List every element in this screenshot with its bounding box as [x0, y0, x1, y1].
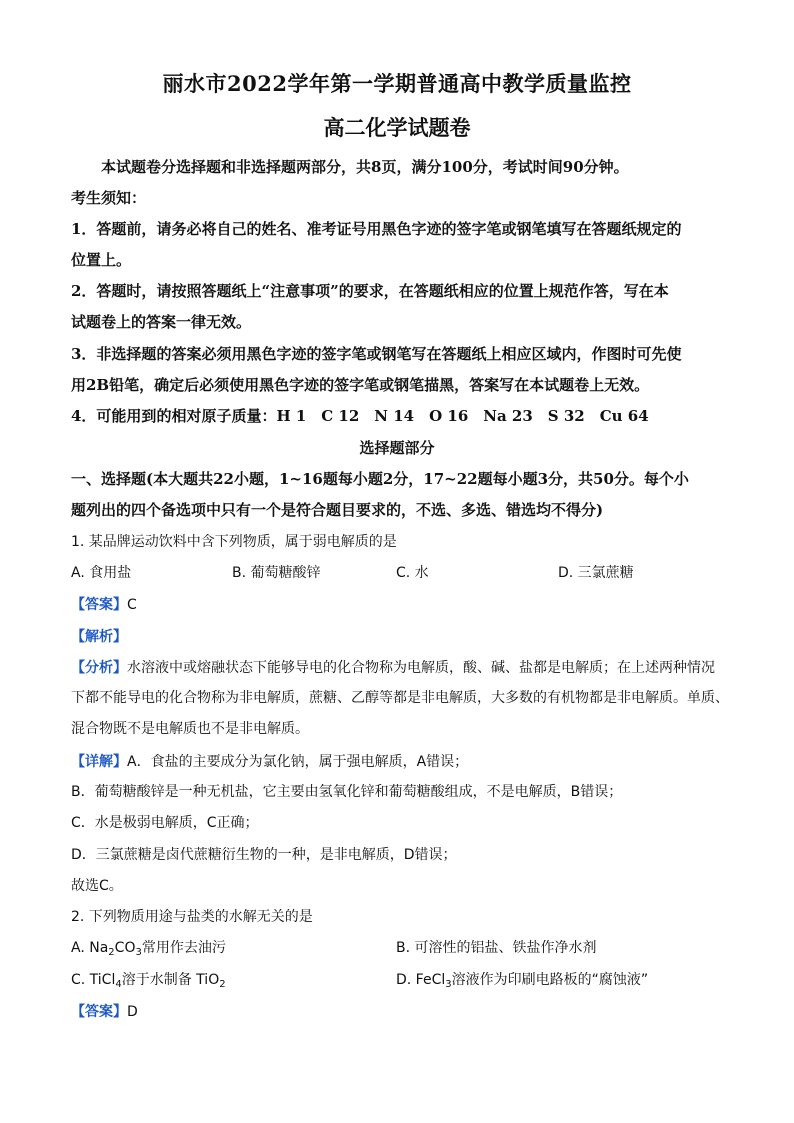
page-subtitle: 高二化学试题卷	[323, 115, 471, 140]
answer-tag: 【答案】	[71, 1004, 127, 1020]
q1-fenxi-line-1	[71, 657, 715, 678]
part1-instructions-line-1: 一、选择题(本大题共22小题，1~16题每小题2分，17~22题每小题3分，共50分。每个小	[71, 470, 689, 488]
q1-detail-line-c: C．水是极弱电解质，C正确；	[71, 815, 259, 831]
notice-2-line-2: 试题卷上的答案一律无效。	[71, 313, 252, 331]
answer-tag: 【答案】	[71, 597, 127, 613]
page-title: 丽水市2022学年第一学期普通高中教学质量监控	[162, 71, 632, 96]
q1-answer: C	[127, 597, 137, 613]
q1-conclusion: 故选C。	[71, 878, 123, 894]
q1-detail-line-b: B．葡萄糖酸锌是一种无机盐，它主要由氢氧化锌和葡萄糖酸组成，不是电解质，B错误；	[71, 784, 623, 800]
q2-answer: D	[127, 1004, 138, 1020]
notice-heading: 考生须知：	[71, 189, 147, 207]
notice-2-line-1: 2．答题时，请按照答题纸上“注意事项”的要求，在答题纸相应的位置上规范作答，写在本	[71, 282, 669, 300]
analysis-tag: 【解析】	[71, 629, 127, 645]
q1-analysis-line	[71, 626, 127, 647]
notice-1-line-2: 位置上。	[71, 251, 132, 269]
q2-option-c: C. TiCl$_4$溶于水制备 TiO$_2$	[71, 972, 226, 990]
q2-stem: 2. 下列物质用途与盐类的水解无关的是	[71, 909, 313, 925]
q1-fenxi-line-3: 混合物既不是电解质也不是非电解质。	[71, 721, 309, 737]
notice-1-line-1: 1．答题前，请务必将自己的姓名、准考证号用黑色字迹的签字笔或钢笔填写在答题纸规定的	[71, 220, 682, 238]
notice-3-line-2: 用2B铅笔，确定后必须使用黑色字迹的签字笔或钢笔描黑，答案写在本试题卷上无效。	[71, 376, 650, 394]
q2-option-d: D. FeCl$_3$溶液作为印刷电路板的“腐蚀液”	[396, 972, 649, 990]
part1-instructions-line-2: 题列出的四个备选项中只有一个是符合题目要求的，不选、多选、错选均不得分)	[71, 501, 604, 519]
q1-fenxi-text-1: 水溶液中或熔融状态下能够导电的化合物称为电解质，酸、碱、盐都是电解质；在上述两种情况	[127, 660, 715, 676]
fenxi-tag: 【分析】	[71, 660, 127, 676]
q1-stem: 1. 某品牌运动饮料中含下列物质，属于弱电解质的是	[71, 534, 397, 550]
notice-4: 4．可能用到的相对原子质量：H 1 C 12 N 14 O 16 Na 23 S 32 Cu 64	[71, 407, 649, 425]
q1-fenxi-line-2: 下都不能导电的化合物称为非电解质，蔗糖、乙醇等都是非电解质，大多数的有机物都是非电解质。单质、	[71, 690, 729, 706]
q1-answer-line	[71, 594, 137, 615]
intro-text: 本试题卷分选择题和非选择题两部分，共8页，满分100分，考试时间90分钟。	[101, 158, 629, 176]
q1-option-d: D. 三氯蔗糖	[558, 565, 634, 581]
q2-option-a: A. $Na_2CO_3$常用作去油污	[71, 940, 226, 958]
notice-3-line-1: 3．非选择题的答案必须用黑色字迹的签字笔或钢笔写在答题纸上相应区域内，作图时可先使	[71, 345, 682, 363]
q1-detail-line-d: D．三氯蔗糖是卤代蔗糖衍生物的一种，是非电解质，D错误；	[71, 847, 457, 863]
q1-detail-line-a	[71, 751, 468, 772]
q1-option-c: C. 水	[396, 565, 429, 581]
q2-answer-line	[71, 1001, 138, 1022]
q1-option-a: A. 食用盐	[71, 565, 132, 581]
q1-option-b: B. 葡萄糖酸锌	[232, 565, 321, 581]
detail-tag: 【详解】	[71, 754, 127, 770]
q2-option-b: B. 可溶性的铝盐、铁盐作净水剂	[396, 940, 597, 956]
section-heading: 选择题部分	[359, 439, 435, 457]
q1-detail-text-a: A．食盐的主要成分为氯化钠，属于强电解质，A错误；	[127, 754, 469, 770]
